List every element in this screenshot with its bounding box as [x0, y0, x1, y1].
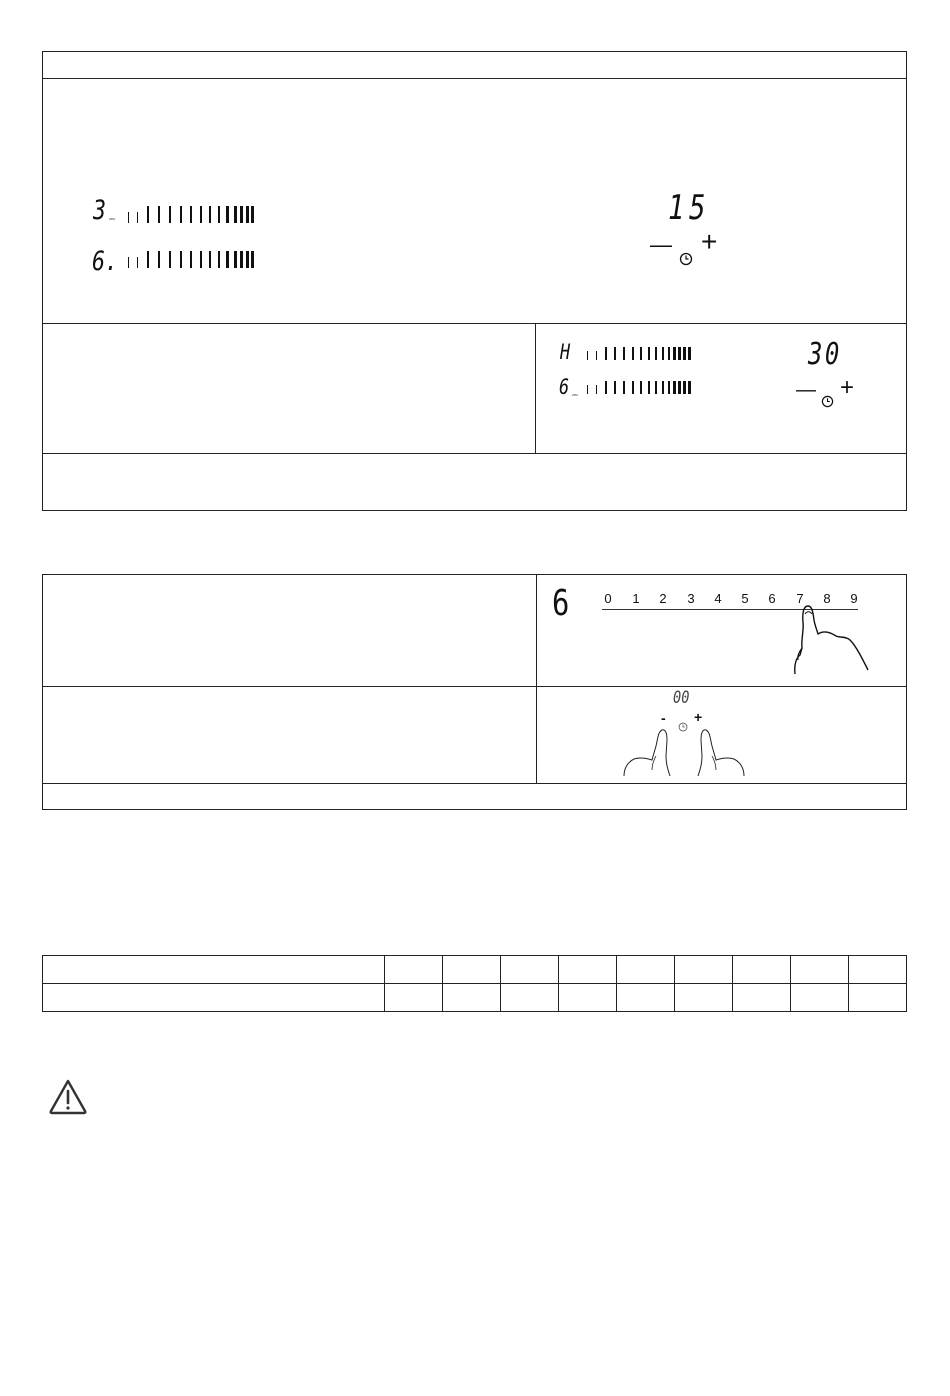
timer-display: 15	[668, 188, 711, 228]
table-cell	[385, 956, 443, 984]
table-row	[43, 956, 907, 984]
table-cell	[501, 956, 559, 984]
slider-level-display: 6	[552, 583, 570, 624]
scale-number-7: 7	[796, 591, 804, 606]
scale-number-9: 9	[850, 591, 858, 606]
table-cell	[501, 984, 559, 1012]
scale-number-1: 1	[632, 591, 640, 606]
table-cell	[559, 984, 617, 1012]
timer-plus-button[interactable]: +	[701, 226, 718, 257]
middle-frame-divider-1	[42, 686, 907, 687]
top-frame-divider-2	[42, 323, 907, 324]
table-cell	[43, 956, 385, 984]
table-cell	[617, 956, 675, 984]
scale-number-8: 8	[823, 591, 831, 606]
table-cell	[675, 984, 733, 1012]
zone2-power-slider-small[interactable]	[587, 381, 691, 394]
timer-minus-button-small[interactable]: —	[796, 379, 816, 401]
data-table	[42, 955, 907, 1012]
scale-number-5: 5	[741, 591, 749, 606]
zone2-level-display: 6.	[92, 246, 119, 277]
clock-icon	[679, 252, 693, 266]
right-hand-icon	[688, 726, 748, 778]
timer-plus-button-small[interactable]: +	[840, 374, 855, 401]
table-cell	[443, 984, 501, 1012]
zone2-level-suffix-small: zec	[572, 392, 579, 397]
table-cell	[385, 984, 443, 1012]
middle-frame-divider-vertical	[536, 574, 537, 783]
table-cell	[791, 956, 849, 984]
top-frame-divider-1	[42, 78, 907, 79]
table-cell	[791, 984, 849, 1012]
timer-minus-button[interactable]: —	[650, 232, 672, 257]
top-frame-divider-3	[42, 453, 907, 454]
zone1-level-display-small: H	[560, 340, 571, 364]
table-cell	[733, 984, 791, 1012]
zone1-power-slider-small[interactable]	[587, 347, 691, 360]
timer-reset-plus-button[interactable]: +	[694, 709, 703, 725]
table-cell	[849, 984, 907, 1012]
table-cell	[733, 956, 791, 984]
finger-pointer-icon	[790, 600, 880, 680]
clock-icon-small	[821, 395, 834, 408]
warning-triangle-icon	[48, 1078, 88, 1115]
scale-number-0: 0	[604, 591, 612, 606]
scale-number-6: 6	[768, 591, 776, 606]
table-cell	[443, 956, 501, 984]
timer-reset-minus-button[interactable]: -	[661, 710, 666, 726]
table-cell	[849, 956, 907, 984]
middle-frame-divider-2	[42, 783, 907, 784]
scale-number-4: 4	[714, 591, 722, 606]
top-frame-divider-vertical	[535, 323, 536, 454]
zone2-power-slider[interactable]	[128, 251, 254, 268]
left-hand-icon	[620, 726, 680, 778]
table-cell	[617, 984, 675, 1012]
timer-display-small: 30	[808, 337, 842, 372]
table-cell	[43, 984, 385, 1012]
scale-number-3: 3	[687, 591, 695, 606]
table-cell	[675, 956, 733, 984]
table-row	[43, 984, 907, 1012]
zone1-level-suffix: zec	[109, 216, 116, 221]
table-cell	[559, 956, 617, 984]
scale-number-2: 2	[659, 591, 667, 606]
zone2-level-display-small: 6	[559, 375, 570, 399]
zone1-level-display: 3	[93, 195, 107, 226]
top-frame	[42, 51, 907, 511]
timer-reset-display: 00	[673, 688, 690, 708]
zone1-power-slider[interactable]	[128, 206, 254, 223]
